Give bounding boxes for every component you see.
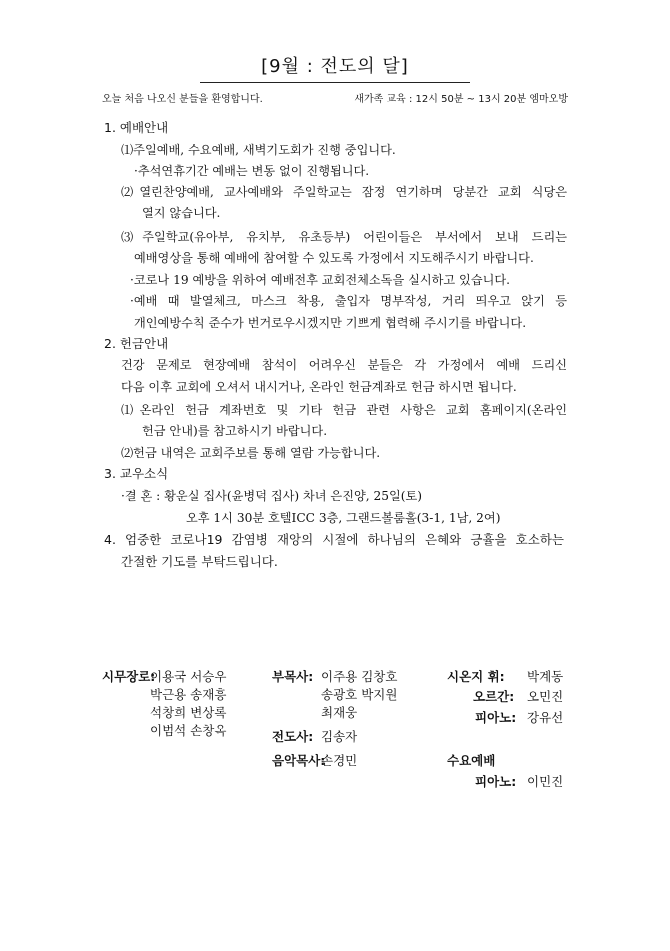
- staff-admin-name-4: 이범석 손창옥: [150, 723, 227, 738]
- worship-item-3-cont: 예배영상을 통해 예배에 참여할 수 있도록 가정에서 지도해주시기 바랍니다.: [134, 251, 534, 265]
- offering-text-2: 다음 이후 교회에 오셔서 내시거나, 온라인 헌금계좌로 헌금 하시면 됩니다.: [121, 380, 517, 394]
- staff-piano-label: 피아노:: [475, 710, 517, 725]
- staff-wed-piano-name: 이민진: [527, 774, 564, 789]
- prayer-request-cont: 간절한 기도를 부탁드립니다.: [121, 554, 278, 569]
- staff-assoc-label: 부목사:: [272, 669, 314, 684]
- news-wedding-detail: 오후 1시 30분 호텔ICC 3층, 그랜드볼룸홀(3-1, 1남, 2여): [186, 511, 501, 525]
- welcome-text: 오늘 처음 나오신 분들을 환영합니다.: [102, 94, 263, 105]
- staff-organ-name: 오민진: [527, 689, 564, 704]
- newcomer-education-text: 새가족 교육 : 12시 50분 ~ 13시 20분 엠마오방: [354, 94, 568, 105]
- worship-item-2-cont: 열지 않습니다.: [142, 206, 221, 220]
- worship-item-1: ⑴주일예배, 수요예배, 새벽기도회가 진행 중입니다.: [121, 143, 396, 157]
- section-worship-heading: 1. 예배안내: [104, 120, 169, 135]
- offering-item-2: ⑵헌금 내역은 교회주보를 통해 열람 가능합니다.: [121, 446, 381, 460]
- staff-music-name: 손경민: [321, 753, 358, 768]
- staff-wednesday-label: 수요예배: [447, 753, 496, 768]
- staff-choir-label: 시온지 휘:: [447, 669, 505, 684]
- staff-music-label: 음악목사:: [272, 753, 326, 768]
- offering-item-1: ⑴온라인 헌금 계좌번호 및 기타 헌금 관련 사항은 교회 홈페이지(온라인: [121, 403, 567, 417]
- worship-covid-note-2: ·예배 때 발열체크, 마스크 착용, 출입자 명부작성, 거리 띄우고 앉기 등: [130, 294, 567, 308]
- staff-assoc-name-2: 송광호 박지원: [321, 687, 398, 702]
- staff-evangelist-label: 전도사:: [272, 729, 314, 744]
- worship-item-2: ⑵열린찬양예배, 교사예배와 주일학교는 잠정 연기하며 당분간 교회 식당은: [121, 185, 567, 199]
- staff-admin-name-1: 이용국 서승우: [150, 669, 227, 684]
- offering-text-1: 건강 문제로 현장예배 참석이 어려우신 분들은 각 가정에서 예배 드리신: [121, 358, 567, 372]
- worship-item-3: ⑶주일학교(유아부, 유치부, 유초등부) 어린이들은 부서에서 보내 드리는: [121, 230, 567, 244]
- section-news-heading: 3. 교우소식: [104, 466, 169, 481]
- worship-item-1-note: ·추석연휴기간 예배는 변동 없이 진행됩니다.: [134, 164, 370, 178]
- staff-wed-piano-label: 피아노:: [475, 774, 517, 789]
- worship-covid-note-2-cont: 개인예방수칙 준수가 번거로우시겠지만 기쁘게 협력해 주시기를 바랍니다.: [134, 316, 527, 330]
- staff-admin-name-3: 석창희 변상록: [150, 705, 227, 720]
- news-wedding: ·결 혼 : 황운실 집사(윤병덕 집사) 차녀 은진양, 25일(토): [121, 489, 423, 503]
- staff-piano-name: 강유선: [527, 710, 564, 725]
- prayer-request: 4. 엄중한 코로나19 감염병 재앙의 시절에 하나님의 은혜와 긍휼을 호소하는: [104, 532, 564, 547]
- staff-choir-name: 박계동: [527, 669, 564, 684]
- staff-admin-name-2: 박근용 송재흥: [150, 687, 227, 702]
- staff-evangelist-name: 김송자: [321, 729, 358, 744]
- worship-covid-note-1: ·코로나 19 예방을 위하여 예배전후 교회전체소독을 실시하고 있습니다.: [130, 273, 511, 287]
- staff-organ-label: 오르간:: [473, 689, 515, 704]
- staff-admin-label: 시무장로:: [102, 669, 156, 684]
- offering-item-1-cont: 헌금 안내)를 참고하시기 바랍니다.: [142, 424, 328, 438]
- staff-assoc-name-3: 최재웅: [321, 705, 358, 720]
- staff-assoc-name-1: 이주용 김창호: [321, 669, 398, 684]
- page-title: [9월 : 전도의 달]: [200, 52, 470, 83]
- section-offering-heading: 2. 헌금안내: [104, 336, 169, 351]
